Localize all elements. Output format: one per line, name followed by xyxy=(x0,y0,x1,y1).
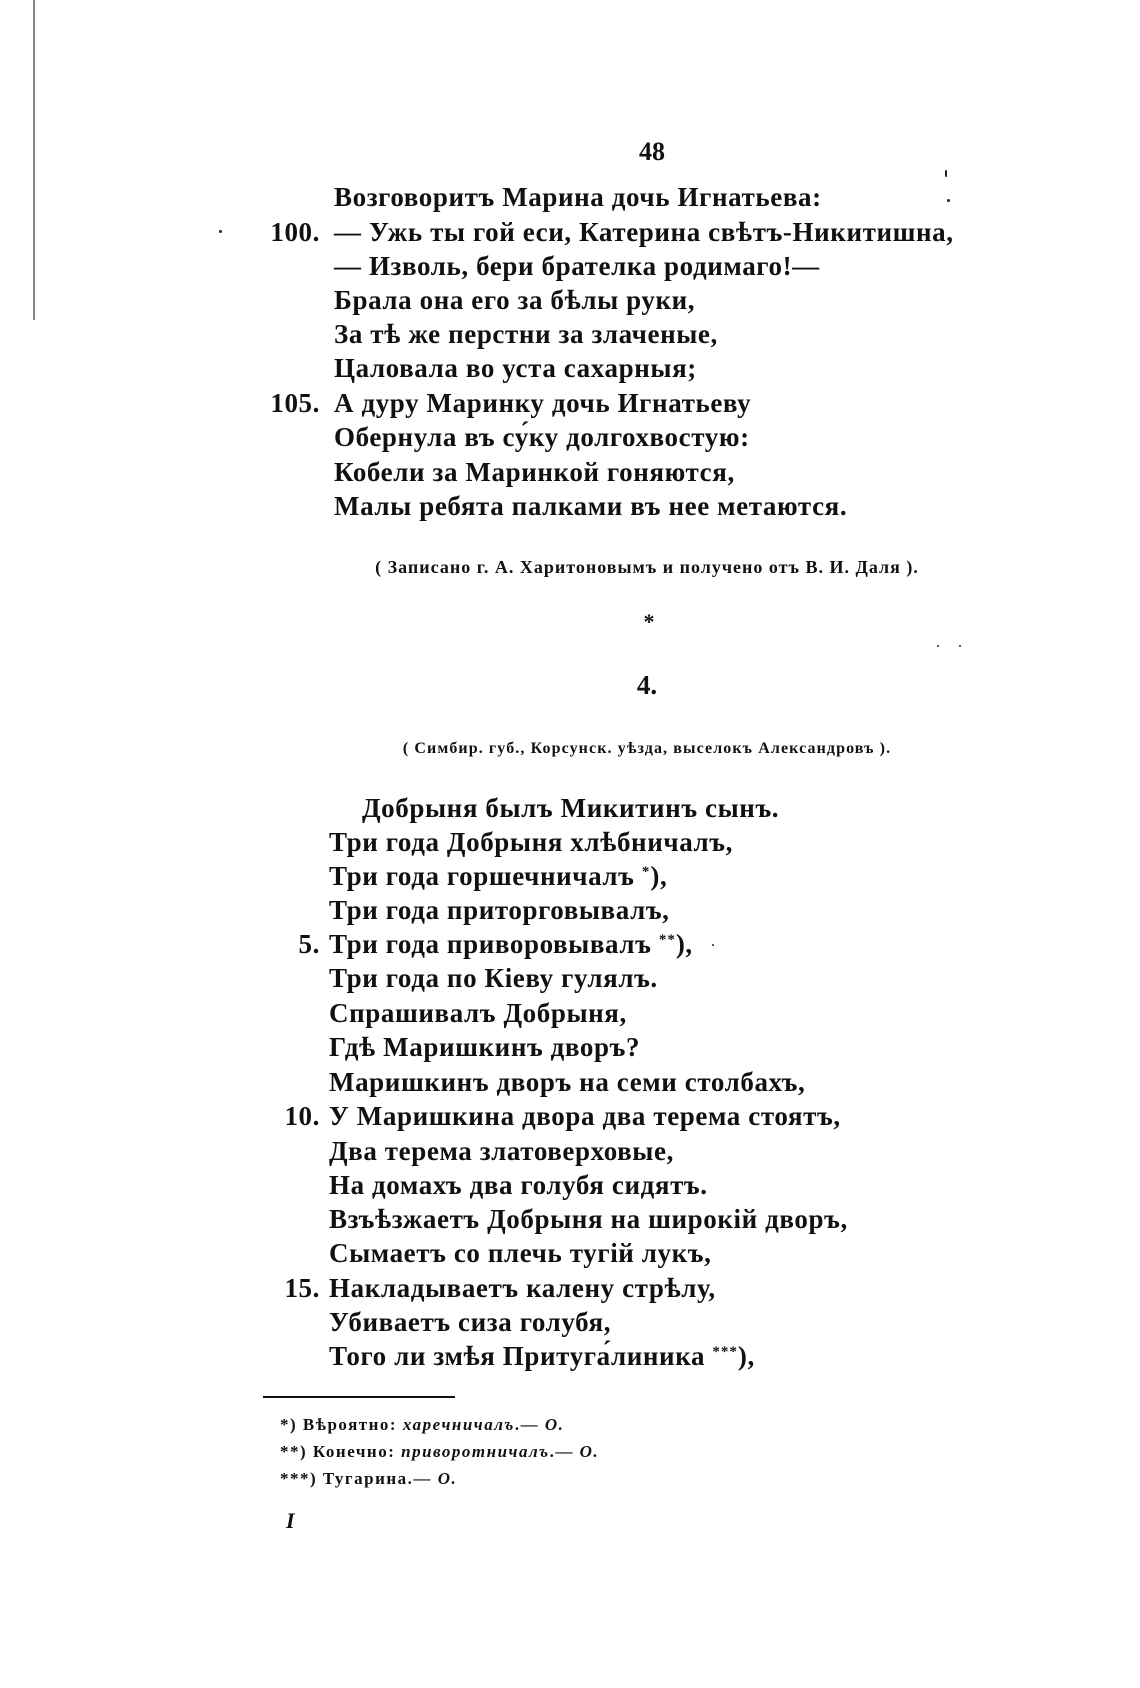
section-separator: * xyxy=(643,609,655,634)
footnote xyxy=(280,1441,599,1463)
line-number: 100. xyxy=(270,217,320,247)
verse-line: Сымаетъ со плечь тугій лукъ, xyxy=(329,1238,712,1268)
verse-line: Добрыня былъ Микитинъ сынъ. xyxy=(362,793,780,823)
footnote-term: харечничалъ xyxy=(402,1415,515,1434)
footnote-term: приворотничалъ xyxy=(401,1442,550,1461)
verse-text: Три года приворовывалъ xyxy=(329,929,659,959)
verse-line: Возговоритъ Марина дочь Игнатьева: xyxy=(334,182,822,212)
verse-line xyxy=(329,927,693,961)
scan-speck xyxy=(959,645,961,647)
verse-line: Обернула въ су́ку долгохвостую: xyxy=(334,422,750,452)
footnote-mark: ***) xyxy=(280,1469,318,1488)
verse-line: Кобели за Маринкой гоняются, xyxy=(334,457,735,487)
recording-location: ( Симбир. губ., Корсунск. уѣзда, выселокъ Александровъ ). xyxy=(402,740,892,757)
footnote-mark: *) xyxy=(280,1415,298,1434)
verse-text: Три года горшечничалъ xyxy=(329,861,642,891)
verse-line: Цаловала во уста сахарныя; xyxy=(334,353,697,383)
line-number: 5. xyxy=(298,929,320,959)
footnote-lead: Тугарина.— xyxy=(322,1469,432,1488)
verse-line: Два терема златоверховые, xyxy=(329,1136,674,1166)
verse-line: Маришкинъ дворъ на семи столбахъ, xyxy=(329,1067,806,1097)
scan-speck xyxy=(945,170,947,177)
verse-line: — Изволь, бери брателка родимаго!— xyxy=(334,251,820,281)
verse-line: Гдѣ Маришкинъ дворъ? xyxy=(329,1032,641,1062)
line-number: 10. xyxy=(284,1101,320,1131)
footnote xyxy=(280,1414,564,1436)
footnote-dash: .— xyxy=(549,1442,574,1461)
verse-line: Малы ребята палками въ нее метаются. xyxy=(334,491,848,521)
source-attribution: ( Записано г. А. Харитоновымъ и получено отъ В. И. Даля ). xyxy=(375,557,919,577)
verse-line: Накладываетъ калену стрѣлу, xyxy=(329,1273,716,1303)
footnote-sign: О. xyxy=(544,1415,565,1434)
verse-line: На домахъ два голубя сидятъ. xyxy=(329,1170,708,1200)
scan-speck xyxy=(937,645,939,647)
footnote-dash: .— xyxy=(514,1415,540,1434)
verse-line xyxy=(329,859,667,893)
verse-line: Брала она его за бѣлы руки, xyxy=(334,285,696,315)
footnote-ref: * xyxy=(641,864,651,880)
section-number: 4. xyxy=(636,670,658,700)
verse-line: У Маришкина двора два терема стоятъ, xyxy=(329,1101,841,1131)
footnote xyxy=(280,1468,457,1490)
footnote-sign: О. xyxy=(579,1442,600,1461)
verse-line: Спрашивалъ Добрыня, xyxy=(329,998,627,1028)
footnote-sign: О. xyxy=(437,1469,458,1488)
verse-line: Три года Добрыня хлѣбничалъ, xyxy=(329,827,733,857)
verse-tail: ), xyxy=(675,929,693,959)
footnote-ref: ** xyxy=(658,932,676,948)
page-number: 48 xyxy=(639,137,665,166)
footnote-lead: Вѣроятно: xyxy=(302,1415,398,1434)
verse-line: Взъѣзжаетъ Добрыня на широкій дворъ, xyxy=(329,1204,848,1234)
verse-line: Убиваетъ сиза голубя, xyxy=(329,1307,612,1337)
line-number: 15. xyxy=(284,1273,320,1303)
verse-line: А дуру Маринку дочь Игнатьеву xyxy=(334,388,752,418)
scan-speck xyxy=(947,199,950,202)
scan-edge-line xyxy=(33,0,35,320)
line-number: 105. xyxy=(270,388,320,418)
verse-line xyxy=(329,1339,755,1373)
verse-line: Три года по Кіеву гулялъ. xyxy=(329,963,658,993)
scan-speck xyxy=(712,944,714,946)
footnote-ref: *** xyxy=(712,1344,738,1360)
footnote-lead: Конечно: xyxy=(312,1442,396,1461)
footnote-mark: **) xyxy=(280,1442,308,1461)
verse-line: Три года приторговывалъ, xyxy=(329,895,670,925)
verse-tail: ), xyxy=(650,861,668,891)
verse-text: Того ли змѣя Притуга́линика xyxy=(329,1341,713,1371)
verse-line: За тѣ же перстни за злаченые, xyxy=(334,319,718,349)
footnote-rule xyxy=(263,1396,455,1398)
verse-tail: ), xyxy=(737,1341,755,1371)
printer-signature-mark: I xyxy=(286,1508,295,1533)
scan-speck xyxy=(219,230,222,233)
verse-line: — Ужь ты гой еси, Катерина свѣтъ-Никитишна, xyxy=(334,217,954,247)
